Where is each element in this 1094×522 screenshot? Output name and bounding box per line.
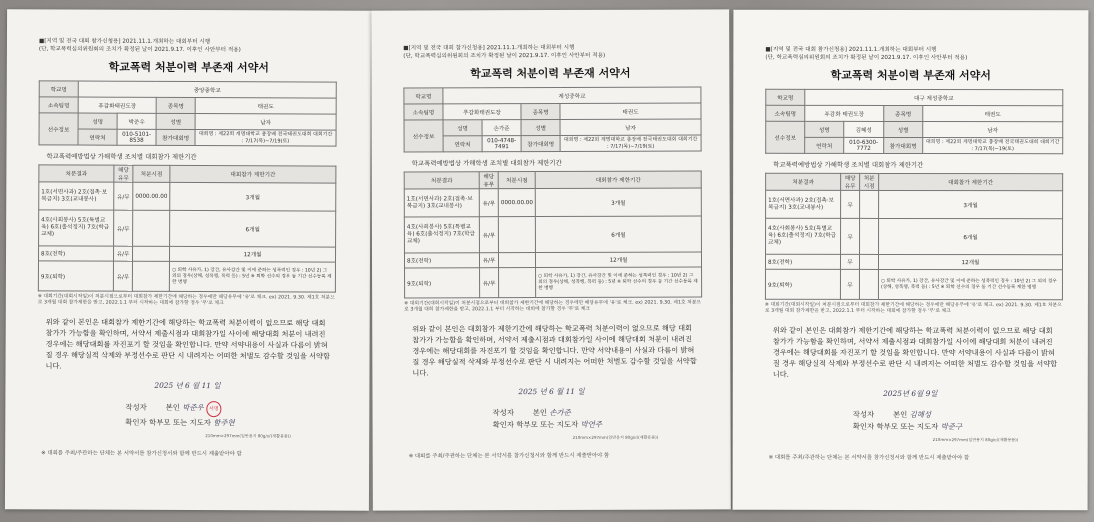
row-applicable: 유/무	[479, 217, 498, 253]
table-note: ※ 대회기간(대회시작일)이 처분시점으로부터 대회참가 제한기간에 해당하는 경우에만 해당유무에 '유'로 체크. ex) 2021. 9.30. 제1호 처분으로 3개월 대회 참가제한을 받고, 2022.1.1 부터 시작하는 대회에 참가할 경우 '무'로 체크	[37, 294, 335, 307]
school-label: 학교명	[39, 81, 78, 97]
school-value: 계성중학교	[443, 87, 701, 104]
col-date: 처분시점	[498, 172, 535, 189]
row-date: 0000.00.00	[133, 182, 170, 210]
footer-note: ※ 대회를 주최/주관하는 단체는 본 서약서를 참가신청서와 함께 반드시 제출받아야 함	[408, 452, 610, 460]
row-date	[133, 210, 170, 246]
event-value: 태권도	[195, 98, 336, 115]
row-date	[860, 218, 879, 254]
gender-value: 남자	[923, 122, 1063, 138]
limit-subtitle: 학교폭력예방법상 가해학생 조치별 대회참가 제한기간	[773, 160, 924, 170]
header-note	[765, 46, 1088, 63]
header-line-1: ■[지역 및 전국 대회 참가신청용] 2021.11.1.개최하는 대회부터 시행	[38, 38, 211, 46]
row-limit: 6개월	[170, 210, 336, 247]
row-limit: 12개월	[170, 246, 336, 262]
team-value: 푸감화 태권도장	[805, 105, 884, 121]
row-applicable: 무	[840, 254, 859, 269]
header-line-2: (단, 학교폭력심의위원회의 조치가 확정된 날이 2021.9.17. 이후인 사안부터 적용)	[403, 52, 606, 60]
contact-value: 010-6300-7772	[844, 137, 884, 153]
row-date	[133, 246, 170, 261]
paper-spec: 210mm×297mm(일반용지 80g/㎡(재활용품))	[572, 434, 659, 440]
player-info-label: 선수정보	[39, 113, 78, 145]
row-limit: 6개월	[879, 218, 1063, 254]
row-limit: ○ 퇴학 사유가, 1) 강간, 유사강간 및 이에 준하는 성폭력인 경우 : 10년 2) 그 외의 경우(상해, 성폭행, 폭력 등) : 5년 ※ 퇴학 선수의 경우 동 기간 선수등록 제한 병행	[536, 267, 702, 298]
event-label: 종목명	[156, 97, 195, 113]
table-note: ※ 대회기간(대회시작일)이 처분시점으로부터 대회참가 제한기간에 해당하는 경우에만 해당유무에 '유'로 체크. ex) 2021. 9.30. 제1호 처분으로 3개월 대회 참가제한을 받고, 2022.1.1 부터 시작하는 대회에 참가할 경우 '무'로 체크	[404, 300, 702, 313]
row-result: 9호(퇴학)	[38, 261, 113, 291]
col-applicable: 해당유무	[841, 173, 860, 190]
row-date	[859, 254, 878, 269]
coach-signature: 함주현	[213, 418, 235, 428]
name-label: 성명	[805, 121, 844, 137]
gender-label: 성별	[156, 113, 195, 129]
footer-note: ※ 대회를 주최/주관하는 단체는 본 서약서를 참가신청서와 함께 반드시 제출받아야 함	[768, 454, 970, 462]
player-info-label: 선수정보	[404, 120, 443, 152]
row-limit: ○ 퇴학 사유가, 1) 강간, 유사강간 및 이에 준하는 성폭력인 경우 : 10년 2) 그 외의 경우(상해, 성폭행, 폭력 등) : 5년 ※ 퇴학 선수의 경우 동 기간 선수등록 제한 병행	[878, 269, 1062, 299]
self-signature: 김혜성	[909, 409, 932, 420]
limit-table	[765, 173, 1063, 301]
pledge-text: 위와 같이 본인은 대회참가 제한기간에 해당하는 학교폭력 처분이력이 없으므로 해당 대회 참가가 가능함을 확인하며, 서약서 제출시점과 대회참가일 사이에 해당대회 처분이 내려진 경우에는 해당대회를 자진포기 할 것임을 확인합니다. 만약 서약내용이 사실과 다름이 밝혀질 경우 해당실적 삭제와 부정선수로 판단 시 내려지는 어떠한 처벌도 감수할 것임을 서약합니다.	[772, 325, 1058, 379]
name-value: 손가준	[482, 120, 521, 136]
pledge-date: 2025년 6월 9일	[883, 388, 938, 399]
signature-block	[853, 409, 1088, 433]
row-date	[499, 253, 536, 268]
self-signature: 손가준	[549, 407, 571, 418]
self-label: 본인	[165, 402, 180, 412]
coach-label: 지도자	[916, 422, 939, 432]
row-applicable: 유/무	[113, 246, 132, 261]
col-result: 처분결과	[766, 173, 841, 190]
col-result: 처분결과	[404, 172, 479, 189]
coach-label: 지도자	[556, 419, 579, 429]
coach-signature: 박연주	[580, 419, 602, 429]
row-result: 4호(사회봉사) 5호(특별교육) 6호(출석정지) 7호(학급교체)	[404, 217, 479, 253]
player-info-table	[765, 89, 1063, 155]
col-date: 처분시점	[860, 173, 879, 190]
row-limit: 3개월	[170, 182, 336, 211]
row-result: 8호(전학)	[404, 253, 479, 268]
event-label: 종목명	[884, 105, 923, 121]
checker-label: 확인자	[125, 417, 147, 427]
document-title: 학교폭력 처분이력 부존재 서약서	[108, 60, 269, 75]
school-label: 학교명	[766, 89, 805, 105]
signature-block	[125, 401, 369, 430]
signature-block	[493, 406, 731, 431]
player-info-table	[38, 80, 336, 146]
paper-spec: 210mm×297mm(일반용지 80g/㎡(재활용품))	[205, 433, 291, 439]
row-applicable: 유/무	[480, 268, 499, 298]
team-value: 푸감화태권도장	[443, 104, 521, 120]
school-label: 학교명	[404, 88, 443, 104]
row-result: 9호(퇴학)	[765, 269, 840, 299]
row-result: 1호(서면사과) 2호(접촉·보복금지) 3호(교내봉사)	[766, 190, 841, 218]
team-label: 소속팀명	[39, 97, 78, 113]
pledge-text: 위와 같이 본인은 대회참가 제한기간에 해당하는 학교폭력 처분이력이 없으므로 해당 대회 참가가 가능함을 확인하며, 서약서 제출시점과 대회참가일 사이에 해당대회 처분이 내려진 경우에는 해당대회를 자진포기 할 것임을 확인합니다. 만약 서약내용이 사실과 다름이 밝혀질 경우 해당실적 삭제와 부정선수로 판단 시 내려지는 어떠한 처벌도 감수할 것임을 서약합니다.	[45, 317, 330, 371]
row-limit: 12개월	[536, 252, 702, 268]
team-value: 푸감화태권도장	[78, 97, 156, 113]
pledge-sheet-3	[733, 10, 1089, 511]
row-date: 0000.00.00	[498, 189, 535, 217]
writer-label: 작성자	[125, 402, 147, 412]
row-limit: ○ 퇴학 사유가, 1) 강간, 유사강간 및 이에 준하는 성폭력인 경우 : 10년 2) 그 외의 경우(상해, 성폭행, 폭력 등) : 5년 ※ 퇴학 선수의 경우 동 기간 선수등록 제한 병행	[169, 261, 335, 292]
table-note: ※ 대회기간(대회시작일)이 처분시점으로부터 대회참가 제한기간에 해당하는 경우에만 해당유무에 '유'로 체크. ex) 2021. 9.30. 제1호 처분으로 3개월 대회 참가제한을 받고, 2022.1.1 부터 시작하는 대회에 참가할 경우 '무'로 체크	[764, 302, 1062, 315]
gender-label: 성별	[521, 119, 560, 135]
row-date	[860, 190, 879, 218]
row-result: 4호(사회봉사) 5호(특별교육) 6호(출석정지) 7호(학급교체)	[39, 210, 114, 246]
pledge-date: 2025 년 6 월 11 일	[154, 380, 221, 391]
name-value: 김혜성	[844, 121, 884, 137]
contact-label: 연락처	[805, 137, 844, 153]
row-result: 4호(사회봉사) 5호(특별교육) 6호(출석정지) 7호(학급교체)	[766, 218, 841, 254]
col-date: 처분시점	[133, 165, 170, 182]
limit-subtitle: 학교폭력예방법상 가해학생 조치별 대회참가 제한기간	[46, 152, 197, 162]
parent-label: 학부모	[516, 420, 538, 430]
document-title: 학교폭력 처분이력 부존재 서약서	[830, 68, 991, 83]
tournament-value: 대회명 : 제22회 계명대학교 총장배 전국태권도대회 대회기간 : 7/17(목)~7/19(토)	[195, 130, 336, 147]
contact-value: 010-5101-8538	[117, 129, 156, 145]
row-limit: 6개월	[535, 216, 701, 253]
row-applicable: 유/무	[479, 189, 498, 217]
tournament-label: 참가대회명	[884, 137, 923, 153]
header-line-1: ■[지역 및 전국 대회 참가신청용] 2021.11.1.개최하는 대회부터 시행	[403, 44, 575, 52]
tournament-label: 참가대회명	[521, 135, 560, 151]
limit-subtitle: 학교폭력예방법상 가해학생 조치별 대회참가 제한기간	[411, 158, 562, 168]
name-value: 박준우	[117, 113, 156, 129]
player-info-table	[403, 86, 701, 152]
seal-mark: 서명	[206, 401, 222, 417]
checker-label: 확인자	[852, 421, 875, 431]
row-applicable: 유/무	[114, 210, 133, 246]
event-value: 태권도	[923, 106, 1063, 122]
pledge-text: 위와 같이 본인은 대회참가 제한기간에 해당하는 학교폭력 처분이력이 없으므로 해당 대회 참가가 가능함을 확인하며, 서약서 제출시점과 대회참가일 사이에 해당대회 처분이 내려진 경우에는 해당대회를 자진포기 할 것임을 확인합니다. 만약 서약내용이 사실과 다름이 밝혀질 경우 해당실적 삭제와 부정선수로 판단 시 내려지는 어떠한 처벌도 감수할 것임을 서약합니다.	[412, 323, 697, 378]
row-result: 1호(서면사과) 2호(접촉·보복금지) 3호(교내봉사)	[404, 189, 479, 217]
school-value: 중앙중학교	[78, 81, 336, 98]
document-title: 학교폭력 처분이력 부존재 서약서	[470, 66, 631, 81]
gender-value: 남자	[195, 114, 336, 131]
row-limit: 3개월	[879, 190, 1063, 218]
header-line-2: (단, 학교폭력심의위원회의 조치가 확정된 날이 2021.9.17. 이후인 사안부터 적용)	[765, 54, 968, 62]
row-result: 1호(서면사과) 2호(접촉·보복금지) 3호(교내봉사)	[39, 182, 114, 210]
contact-label: 연락처	[78, 129, 117, 145]
name-label: 성명	[78, 113, 117, 129]
col-limit: 대회참가 제한기간	[879, 173, 1063, 190]
row-applicable: 유/무	[479, 253, 498, 268]
parent-label: 학부모	[149, 417, 171, 427]
self-label: 본인	[532, 408, 548, 418]
writer-label: 작성자	[492, 408, 514, 418]
row-limit: 12개월	[878, 254, 1062, 269]
row-applicable: 유/무	[113, 261, 132, 291]
pledge-sheet-1	[5, 9, 371, 511]
or-label: 또는	[900, 421, 915, 432]
name-label: 성명	[443, 120, 482, 136]
row-applicable: 무	[841, 190, 860, 218]
row-date	[132, 261, 169, 291]
coach-signature: 박준구	[940, 422, 963, 432]
writer-label: 작성자	[852, 409, 875, 419]
row-result: 8호(전학)	[765, 254, 840, 269]
row-date	[859, 269, 878, 299]
or-label: 또는	[172, 417, 188, 427]
header-note	[39, 37, 371, 54]
gender-label: 성별	[884, 121, 923, 137]
limit-table	[404, 170, 702, 298]
tournament-label: 참가대회명	[156, 129, 195, 145]
school-value: 대구 계성중학교	[805, 89, 1063, 105]
col-applicable: 해당유무	[114, 165, 133, 182]
self-label: 본인	[892, 409, 908, 419]
self-signature: 박준우	[182, 402, 204, 413]
player-info-label: 선수정보	[766, 121, 805, 153]
col-result: 처분결과	[39, 165, 114, 182]
event-value: 태권도	[560, 103, 701, 119]
checker-label: 확인자	[492, 420, 515, 430]
row-applicable: 무	[840, 269, 859, 299]
tournament-value: 대회명 : 제22회 계명대학교 총장배 전국태권도대회 대회기간 : 7/17(목)~7/19(토)	[560, 135, 701, 151]
col-limit: 대회참가 제한기간	[170, 165, 336, 183]
row-result: 8호(전학)	[38, 246, 113, 261]
row-result: 9호(퇴학)	[405, 268, 480, 298]
footer-note: ※ 대회를 주최/주관하는 단체는 본 서약서를 참가신청서와 함께 반드시 제출받아야 함	[41, 450, 242, 458]
pledge-date: 2025 년 6 월 11 일	[518, 386, 585, 397]
col-limit: 대회참가 제한기간	[535, 171, 701, 189]
coach-label: 지도자	[189, 418, 211, 428]
paper-spec: 210mm×297mm(일반용지 80g/㎡(재활용품))	[932, 437, 1019, 443]
tournament-value: 대회명 : 제22회 계명대학교 총장배 전국태권도대회 대회기간 : 7/17(목)~19(토)	[923, 138, 1063, 154]
gender-value: 남자	[560, 119, 701, 135]
contact-value: 010-4748-7491	[482, 136, 521, 152]
contact-label: 연락처	[443, 136, 482, 152]
pledge-sheet-2	[371, 9, 731, 510]
row-date	[499, 268, 536, 298]
row-applicable: 유/무	[114, 182, 133, 210]
header-line-2: (단, 학교폭력심의위원회의 조치가 확정된 날이 2021.9.17. 이후인 사안부터 적용)	[38, 46, 241, 54]
header-note	[403, 43, 729, 60]
team-label: 소속팀명	[404, 104, 443, 120]
row-limit: 3개월	[535, 188, 701, 217]
limit-table	[38, 164, 337, 292]
event-label: 종목명	[521, 103, 560, 119]
header-line-1: ■[지역 및 전국 대회 참가신청용] 2021.11.1.개최하는 대회부터 시행	[765, 46, 937, 54]
col-applicable: 해당유무	[479, 172, 498, 189]
or-label: 또는	[540, 419, 555, 430]
team-label: 소속팀명	[766, 105, 805, 121]
row-applicable: 무	[841, 218, 860, 254]
row-date	[498, 217, 535, 253]
parent-label: 학부모	[876, 421, 898, 431]
